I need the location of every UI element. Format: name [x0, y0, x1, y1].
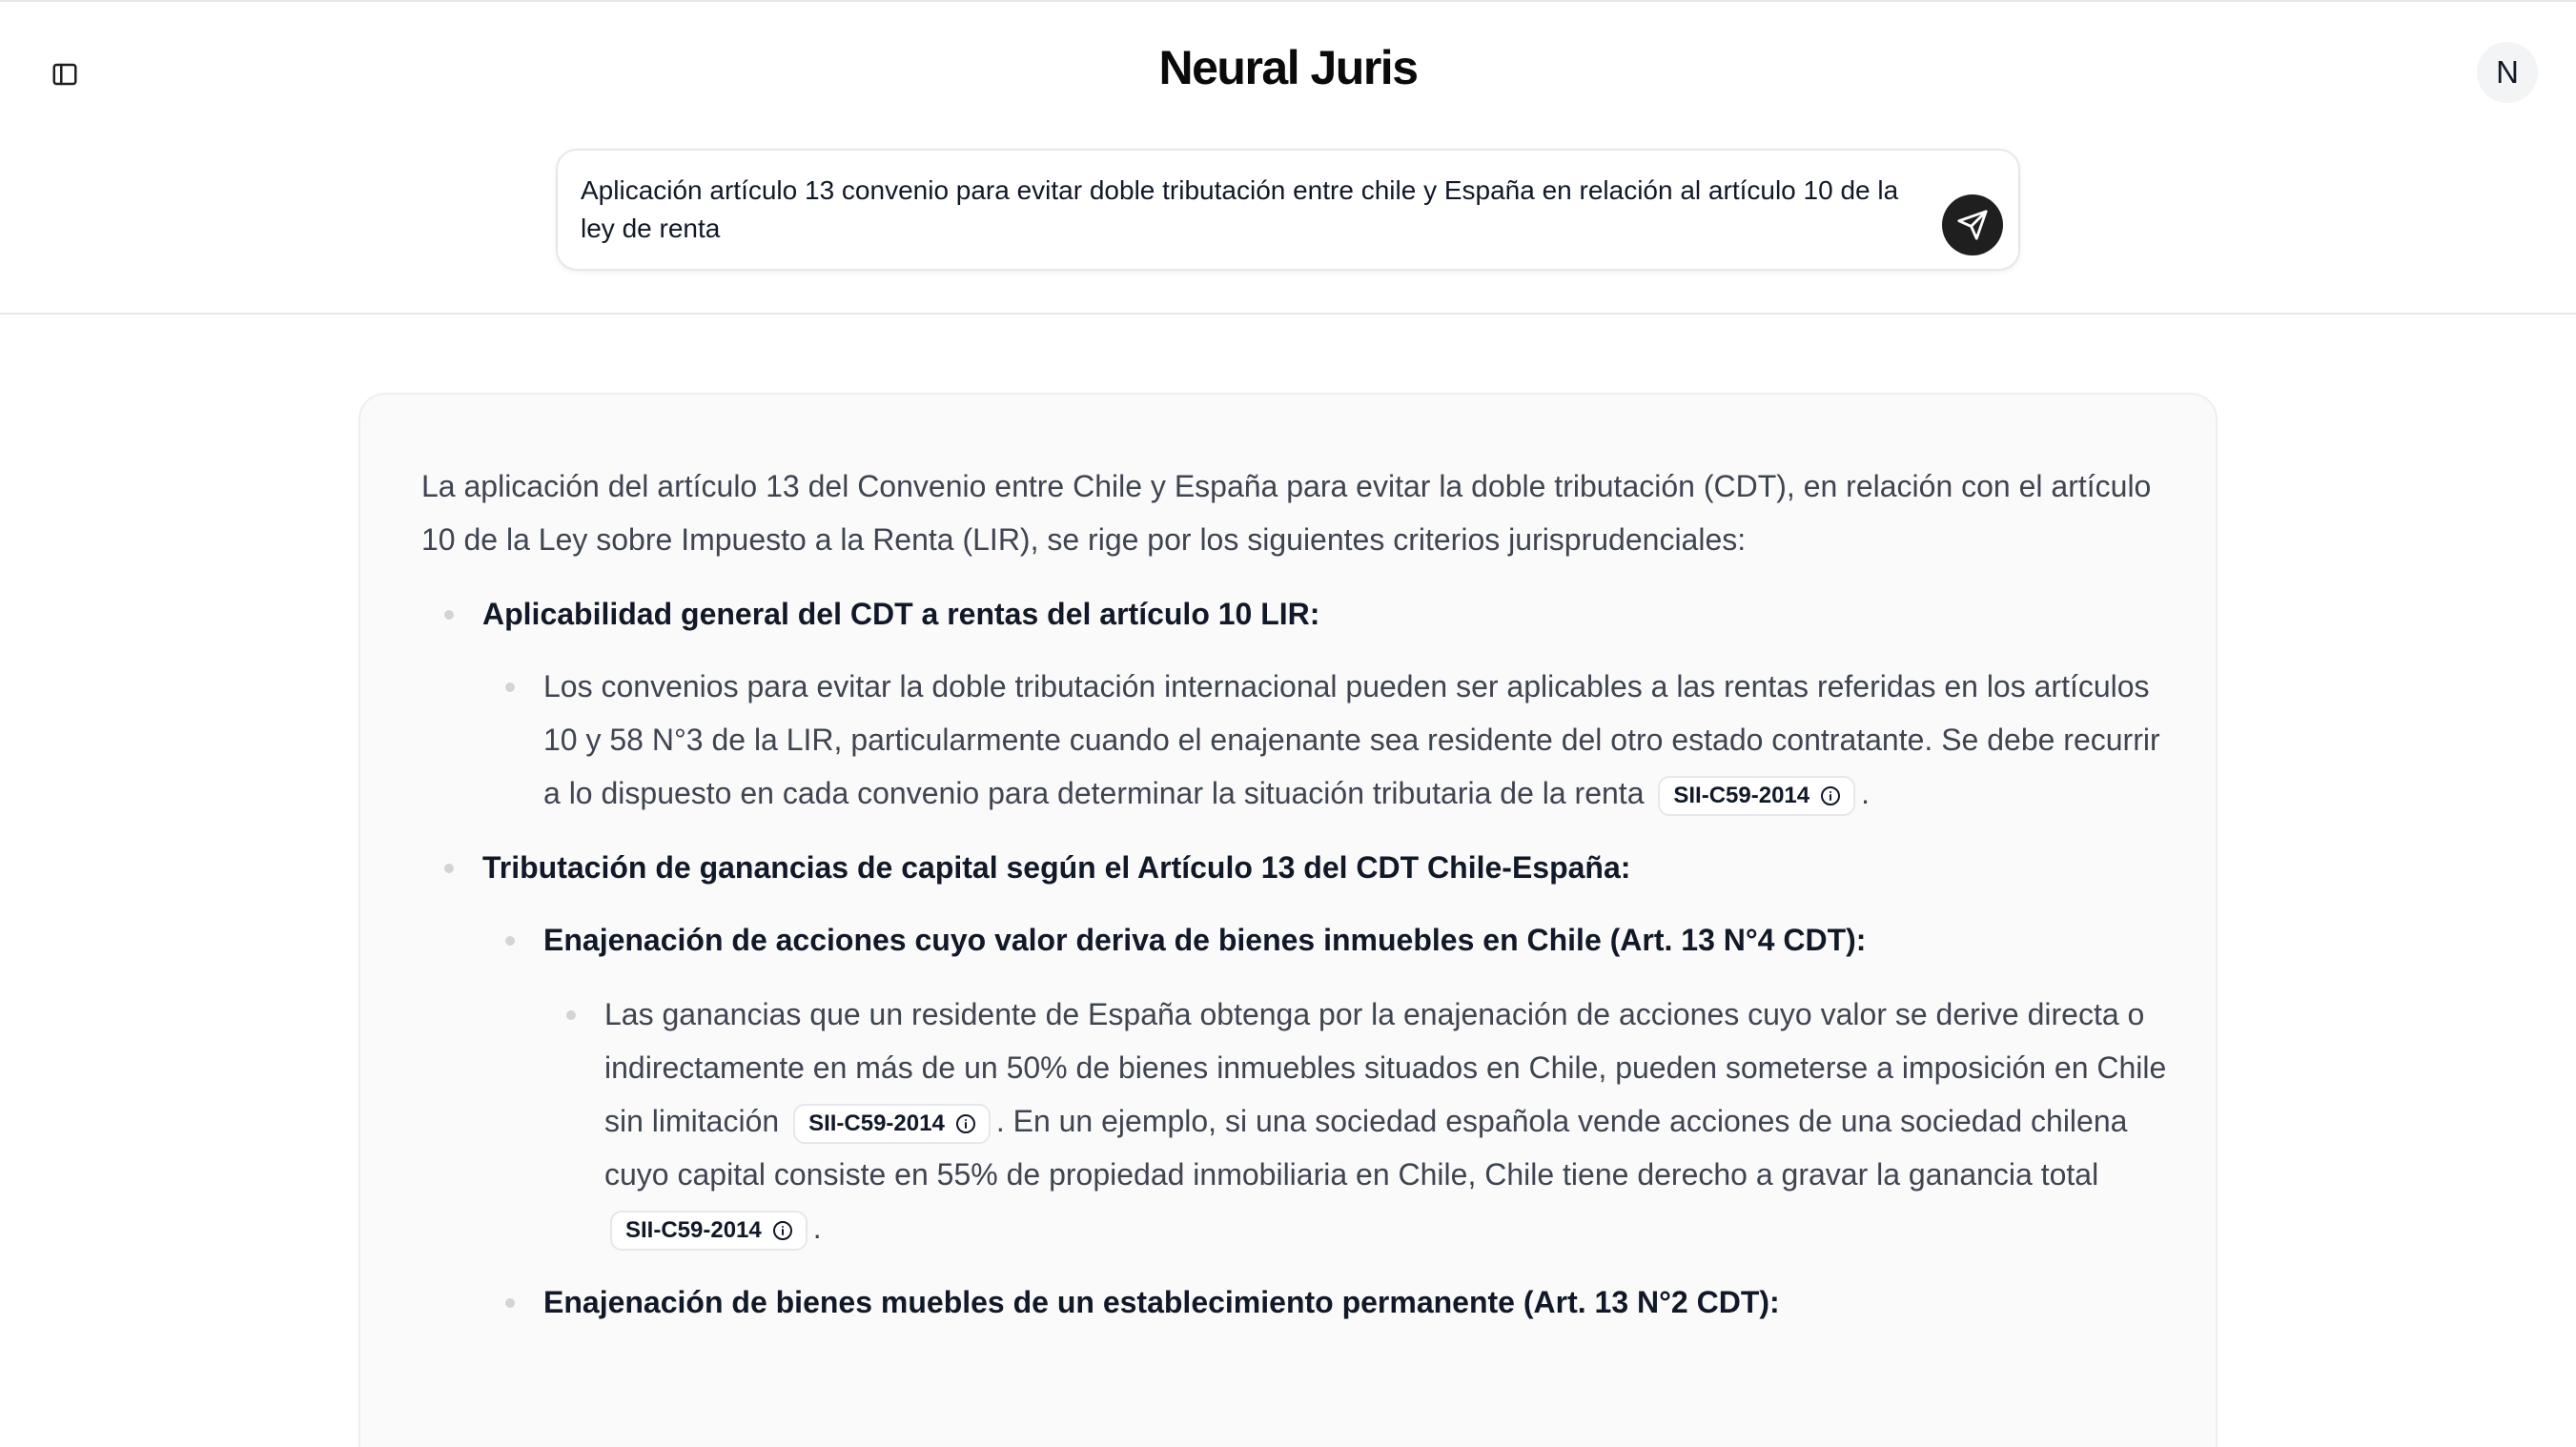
info-icon — [1819, 785, 1842, 807]
list-item — [421, 988, 2176, 1254]
list-item — [421, 660, 2176, 820]
query-input-box[interactable] — [556, 149, 2020, 271]
citation-label: SII-C59-2014 — [1673, 782, 1810, 808]
avatar[interactable]: N — [2477, 42, 2538, 103]
query-text[interactable]: Aplicación artículo 13 convenio para evitar doble tributación entre chile y España en relación al artículo 10 de la ley de renta — [581, 175, 1899, 243]
punctuation: . — [812, 1211, 822, 1245]
citation-label: SII-C59-2014 — [625, 1216, 762, 1243]
bullet — [566, 1010, 576, 1020]
list-item — [421, 1275, 2176, 1329]
bullet — [505, 936, 515, 946]
subsection-text: . En un ejemplo, si una sociedad española vende acciones de una sociedad chilena cuyo capital consiste en 55% de propiedad inmobiliaria en Chile, Chile tiene derecho a gravar la ganancia total — [604, 1104, 2128, 1192]
header — [0, 0, 2576, 315]
bullet — [505, 1298, 515, 1308]
app-title: Neural Juris — [1158, 41, 1418, 94]
answer-body — [421, 459, 2176, 1350]
bullet — [505, 683, 515, 692]
bullet — [444, 864, 454, 873]
send-icon — [1956, 209, 1989, 241]
citation-label: SII-C59-2014 — [808, 1110, 945, 1136]
section-heading: Tributación de ganancias de capital según el Artículo 13 del CDT Chile-España: — [482, 850, 1631, 885]
answer-list — [421, 587, 2176, 1329]
answer-intro: La aplicación del artículo 13 del Convenio entre Chile y España para evitar la doble tributación (CDT), en relación con el artículo 10 de la Ley sobre Impuesto a la Renta (LIR), se rige por los siguientes criterios jurisprudenciales: — [421, 469, 2152, 557]
subsection-heading: Enajenación de acciones cuyo valor deriva de bienes inmuebles en Chile (Art. 13 N°4 CDT): — [543, 923, 1867, 957]
answer-card — [358, 393, 2218, 1447]
list-item — [421, 913, 2176, 967]
bullet — [444, 610, 454, 620]
section-text: Los convenios para evitar la doble tributación internacional pueden ser aplicables a las rentas referidas en los artículos 10 y 58 N°3 de la LIR, particularmente cuando el enajenante sea residente del otro estado contratante. Se debe recurrir a lo dispuesto en cada convenio para determinar la situación tributaria de la renta — [543, 669, 2160, 810]
subsection-text: Las ganancias que un residente de España obtenga por la enajenación de acciones cuyo valor se derive directa o indirectamente en más de un 50% de bienes inmuebles situados en Chile, pueden someterse a imposición en Chile sin limitación — [604, 997, 2167, 1138]
subsection-heading: Enajenación de bienes muebles de un establecimiento permanente (Art. 13 N°2 CDT): — [543, 1285, 1780, 1319]
citation-badge[interactable] — [1658, 776, 1855, 816]
info-icon — [954, 1112, 977, 1135]
citation-badge[interactable] — [793, 1104, 991, 1144]
list-item — [421, 841, 2176, 894]
section-heading: Aplicabilidad general del CDT a rentas del artículo 10 LIR: — [482, 597, 1320, 631]
punctuation: . — [1861, 776, 1871, 810]
citation-badge[interactable] — [610, 1211, 808, 1251]
send-button[interactable] — [1942, 194, 2003, 255]
list-item — [421, 587, 2176, 641]
info-icon — [771, 1219, 794, 1242]
